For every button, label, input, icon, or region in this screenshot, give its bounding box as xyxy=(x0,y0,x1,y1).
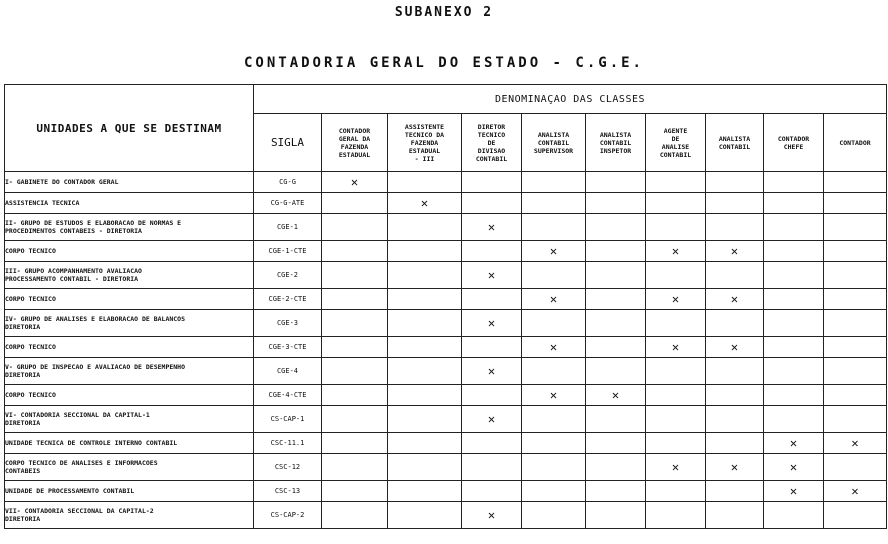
empty-cell xyxy=(388,454,462,481)
empty-cell xyxy=(646,358,706,385)
unit-name: CORPO TECNICO xyxy=(5,289,254,310)
empty-cell xyxy=(706,502,764,529)
class-mark: ✕ xyxy=(462,358,522,385)
sigla-cell: CSC-12 xyxy=(254,454,322,481)
class-mark: ✕ xyxy=(462,262,522,289)
class-mark: ✕ xyxy=(462,406,522,433)
unit-name: VII- CONTADORIA SECCIONAL DA CAPITAL-2 DIRETORIA xyxy=(5,502,254,529)
empty-cell xyxy=(322,310,388,337)
class-mark: ✕ xyxy=(764,454,824,481)
empty-cell xyxy=(586,310,646,337)
empty-cell xyxy=(522,433,586,454)
sigla-cell: CGE-4-CTE xyxy=(254,385,322,406)
sigla-cell: CGE-3-CTE xyxy=(254,337,322,358)
empty-cell xyxy=(322,481,388,502)
unit-name: CORPO TECNICO xyxy=(5,385,254,406)
empty-cell xyxy=(824,241,887,262)
empty-cell xyxy=(824,454,887,481)
empty-cell xyxy=(646,385,706,406)
empty-cell xyxy=(764,214,824,241)
table-row xyxy=(5,406,887,433)
empty-cell xyxy=(462,385,522,406)
empty-cell xyxy=(522,481,586,502)
table-row xyxy=(5,172,887,193)
page-subheading: CONTADORIA GERAL DO ESTADO - C.G.E. xyxy=(243,55,644,71)
class-mark: ✕ xyxy=(706,454,764,481)
class-mark: ✕ xyxy=(586,385,646,406)
sigla-cell: CG-G-ATE xyxy=(254,193,322,214)
empty-cell xyxy=(388,433,462,454)
class-mark: ✕ xyxy=(824,433,887,454)
empty-cell xyxy=(706,481,764,502)
table-row xyxy=(5,262,887,289)
empty-cell xyxy=(646,172,706,193)
class-header: AGENTE DE ANALISE CONTABIL xyxy=(646,114,706,172)
class-header: ANALISTA CONTABIL SUPERVISOR xyxy=(522,114,586,172)
empty-cell xyxy=(462,481,522,502)
empty-cell xyxy=(824,358,887,385)
table-row xyxy=(5,193,887,214)
class-mark: ✕ xyxy=(706,241,764,262)
empty-cell xyxy=(388,310,462,337)
empty-cell xyxy=(706,193,764,214)
empty-cell xyxy=(322,385,388,406)
empty-cell xyxy=(388,262,462,289)
class-mark: ✕ xyxy=(462,502,522,529)
sigla-cell: CG-G xyxy=(254,172,322,193)
empty-cell xyxy=(462,289,522,310)
empty-cell xyxy=(388,481,462,502)
class-header: ANALISTA CONTABIL INSPETOR xyxy=(586,114,646,172)
empty-cell xyxy=(586,262,646,289)
empty-cell xyxy=(764,358,824,385)
table-row xyxy=(5,214,887,241)
sigla-cell: CGE-1 xyxy=(254,214,322,241)
empty-cell xyxy=(764,310,824,337)
classes-header: DENOMINAÇAO DAS CLASSES xyxy=(254,85,887,114)
empty-cell xyxy=(462,241,522,262)
class-mark: ✕ xyxy=(764,481,824,502)
empty-cell xyxy=(824,502,887,529)
unit-name: I- GABINETE DO CONTADOR GERAL xyxy=(5,172,254,193)
sigla-cell: CGE-4 xyxy=(254,358,322,385)
class-mark: ✕ xyxy=(646,454,706,481)
unit-name: UNIDADE DE PROCESSAMENTO CONTABIL xyxy=(5,481,254,502)
empty-cell xyxy=(586,454,646,481)
class-mark: ✕ xyxy=(462,214,522,241)
empty-cell xyxy=(706,406,764,433)
page-heading: SUBANEXO 2 xyxy=(394,5,494,20)
empty-cell xyxy=(824,310,887,337)
class-mark: ✕ xyxy=(322,172,388,193)
sigla-cell: CS-CAP-2 xyxy=(254,502,322,529)
table-row xyxy=(5,310,887,337)
empty-cell xyxy=(706,433,764,454)
empty-cell xyxy=(586,406,646,433)
empty-cell xyxy=(764,193,824,214)
unit-name: CORPO TECNICO DE ANALISES E INFORMACOES CONTABEIS xyxy=(5,454,254,481)
empty-cell xyxy=(462,172,522,193)
class-header: ANALISTA CONTABIL xyxy=(706,114,764,172)
empty-cell xyxy=(646,433,706,454)
unit-name: VI- CONTADORIA SECCIONAL DA CAPITAL-1 DIRETORIA xyxy=(5,406,254,433)
empty-cell xyxy=(388,358,462,385)
sigla-cell: CS-CAP-1 xyxy=(254,406,322,433)
empty-cell xyxy=(322,358,388,385)
unit-name: II- GRUPO DE ESTUDOS E ELABORACAO DE NORMAS E PROCEDIMENTOS CONTABEIS - DIRETORIA xyxy=(5,214,254,241)
empty-cell xyxy=(586,241,646,262)
unit-name: V- GRUPO DE INSPECAO E AVALIACAO DE DESEMPENHO DIRETORIA xyxy=(5,358,254,385)
empty-cell xyxy=(646,214,706,241)
empty-cell xyxy=(322,406,388,433)
empty-cell xyxy=(586,193,646,214)
empty-cell xyxy=(388,214,462,241)
unit-name: III- GRUPO ACOMPANHAMENTO AVALIACAO PROCESSAMENTO CONTABIL - DIRETORIA xyxy=(5,262,254,289)
empty-cell xyxy=(462,193,522,214)
unit-name: CORPO TECNICO xyxy=(5,241,254,262)
empty-cell xyxy=(522,406,586,433)
empty-cell xyxy=(646,193,706,214)
empty-cell xyxy=(764,289,824,310)
table-row xyxy=(5,454,887,481)
empty-cell xyxy=(388,241,462,262)
empty-cell xyxy=(824,337,887,358)
empty-cell xyxy=(764,241,824,262)
empty-cell xyxy=(764,406,824,433)
class-mark: ✕ xyxy=(764,433,824,454)
empty-cell xyxy=(522,214,586,241)
table-row xyxy=(5,385,887,406)
empty-cell xyxy=(388,502,462,529)
empty-cell xyxy=(462,433,522,454)
class-header: DIRETOR TECNICO DE DIVISAO CONTABIL xyxy=(462,114,522,172)
class-mark: ✕ xyxy=(522,385,586,406)
class-mark: ✕ xyxy=(646,289,706,310)
table-body xyxy=(5,172,887,529)
empty-cell xyxy=(462,454,522,481)
empty-cell xyxy=(646,310,706,337)
unit-name: IV- GRUPO DE ANALISES E ELABORACAO DE BALANCOS DIRETORIA xyxy=(5,310,254,337)
empty-cell xyxy=(586,337,646,358)
unit-name: ASSISTENCIA TECNICA xyxy=(5,193,254,214)
sigla-header: SIGLA xyxy=(254,114,322,172)
empty-cell xyxy=(824,172,887,193)
sigla-cell: CGE-1-CTE xyxy=(254,241,322,262)
table-row xyxy=(5,289,887,310)
empty-cell xyxy=(706,358,764,385)
empty-cell xyxy=(522,502,586,529)
empty-cell xyxy=(764,172,824,193)
empty-cell xyxy=(586,433,646,454)
sigla-cell: CGE-2 xyxy=(254,262,322,289)
empty-cell xyxy=(388,289,462,310)
empty-cell xyxy=(586,214,646,241)
empty-cell xyxy=(646,406,706,433)
unit-name: UNIDADE TECNICA DE CONTROLE INTERNO CONTABIL xyxy=(5,433,254,454)
empty-cell xyxy=(764,262,824,289)
class-mark: ✕ xyxy=(388,193,462,214)
class-header: CONTADOR CHEFE xyxy=(764,114,824,172)
empty-cell xyxy=(706,385,764,406)
empty-cell xyxy=(706,262,764,289)
class-mark: ✕ xyxy=(462,310,522,337)
empty-cell xyxy=(462,337,522,358)
empty-cell xyxy=(706,172,764,193)
empty-cell xyxy=(522,193,586,214)
empty-cell xyxy=(586,481,646,502)
class-mark: ✕ xyxy=(522,241,586,262)
empty-cell xyxy=(764,337,824,358)
empty-cell xyxy=(824,262,887,289)
empty-cell xyxy=(522,310,586,337)
sigla-cell: CSC-13 xyxy=(254,481,322,502)
empty-cell xyxy=(706,214,764,241)
empty-cell xyxy=(322,433,388,454)
empty-cell xyxy=(764,502,824,529)
class-mark: ✕ xyxy=(824,481,887,502)
class-mark: ✕ xyxy=(706,337,764,358)
empty-cell xyxy=(322,502,388,529)
empty-cell xyxy=(646,502,706,529)
sigla-cell: CGE-3 xyxy=(254,310,322,337)
empty-cell xyxy=(824,214,887,241)
empty-cell xyxy=(388,385,462,406)
empty-cell xyxy=(824,193,887,214)
empty-cell xyxy=(522,172,586,193)
table-row xyxy=(5,433,887,454)
empty-cell xyxy=(586,502,646,529)
empty-cell xyxy=(824,385,887,406)
class-header: CONTADOR xyxy=(824,114,887,172)
table-row xyxy=(5,502,887,529)
empty-cell xyxy=(522,262,586,289)
empty-cell xyxy=(824,406,887,433)
empty-cell xyxy=(586,172,646,193)
empty-cell xyxy=(388,172,462,193)
class-mark: ✕ xyxy=(646,337,706,358)
table-row xyxy=(5,241,887,262)
units-header: UNIDADES A QUE SE DESTINAM xyxy=(5,85,254,172)
sigla-cell: CGE-2-CTE xyxy=(254,289,322,310)
empty-cell xyxy=(322,241,388,262)
empty-cell xyxy=(764,385,824,406)
empty-cell xyxy=(322,337,388,358)
empty-cell xyxy=(706,310,764,337)
empty-cell xyxy=(322,262,388,289)
class-mark: ✕ xyxy=(706,289,764,310)
class-mark: ✕ xyxy=(522,289,586,310)
empty-cell xyxy=(322,454,388,481)
empty-cell xyxy=(646,481,706,502)
empty-cell xyxy=(586,358,646,385)
unit-name: CORPO TECNICO xyxy=(5,337,254,358)
empty-cell xyxy=(586,289,646,310)
table-row xyxy=(5,358,887,385)
empty-cell xyxy=(322,193,388,214)
table-row xyxy=(5,481,887,502)
class-header: CONTADOR GERAL DA FAZENDA ESTADUAL xyxy=(322,114,388,172)
table-row xyxy=(5,337,887,358)
sigla-cell: CSC-11.1 xyxy=(254,433,322,454)
classes-table xyxy=(4,84,887,529)
empty-cell xyxy=(522,454,586,481)
class-mark: ✕ xyxy=(646,241,706,262)
empty-cell xyxy=(388,337,462,358)
class-header: ASSISTENTE TECNICO DA FAZENDA ESTADUAL - III xyxy=(388,114,462,172)
class-mark: ✕ xyxy=(522,337,586,358)
empty-cell xyxy=(322,214,388,241)
empty-cell xyxy=(322,289,388,310)
empty-cell xyxy=(824,289,887,310)
empty-cell xyxy=(522,358,586,385)
empty-cell xyxy=(646,262,706,289)
empty-cell xyxy=(388,406,462,433)
